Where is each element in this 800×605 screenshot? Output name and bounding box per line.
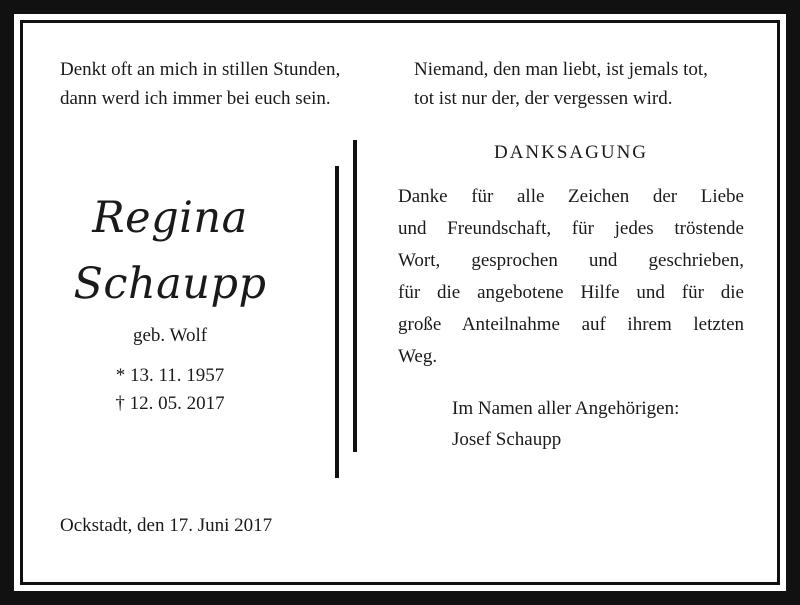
place-date: Ockstadt, den 17. Juni 2017 <box>60 515 273 536</box>
verse-left-line-1: Denkt oft an mich in stillen Stunden, <box>60 59 341 80</box>
verse-right <box>414 55 708 113</box>
thanks-line: große Anteilnahme auf ihrem letzten <box>398 314 744 335</box>
signature-block <box>452 393 679 455</box>
signature-name: Josef Schaupp <box>452 429 562 450</box>
thanks-line: für die angebotene Hilfe und für die <box>398 282 744 303</box>
thanks-line: Weg. <box>398 346 438 367</box>
birth-name: geb. Wolf <box>132 325 208 346</box>
thanks-text <box>398 181 744 373</box>
thanks-heading: DANKSAGUNG <box>493 142 649 163</box>
verse-right-line-2: tot ist nur der, der vergessen wird. <box>414 88 673 109</box>
deceased-first-name: Regina <box>92 193 248 243</box>
death-date: † 12. 05. 2017 <box>115 393 225 414</box>
divider-line-right <box>353 140 357 452</box>
verse-right-line-1: Niemand, den man liebt, ist jemals tot, <box>414 59 708 80</box>
deceased-last-name: Schaupp <box>73 259 267 309</box>
thanks-line: Danke für alle Zeichen der Liebe <box>398 186 744 207</box>
thanks-line: Wort, gesprochen und geschrieben, <box>398 250 744 271</box>
signature-line-1: Im Namen aller Angehörigen: <box>452 398 680 419</box>
verse-left-line-2: dann werd ich immer bei euch sein. <box>60 88 331 109</box>
divider-line-left <box>335 166 339 478</box>
verse-left <box>60 55 340 113</box>
thanks-line: und Freundschaft, für jedes tröstende <box>398 218 744 239</box>
birth-date: * 13. 11. 1957 <box>115 365 225 386</box>
